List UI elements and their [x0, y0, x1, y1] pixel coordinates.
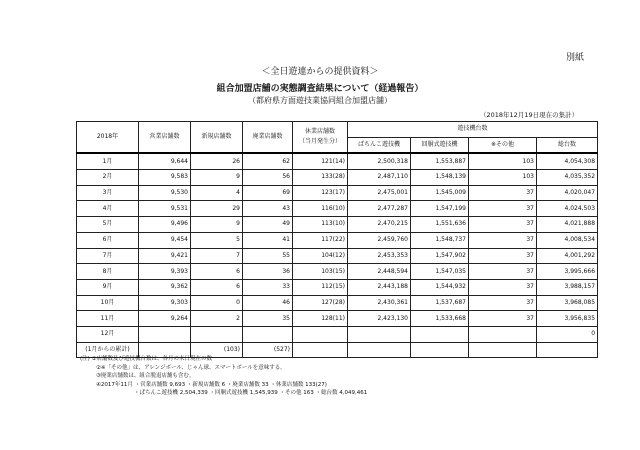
stores-cell: 9,454	[139, 232, 191, 248]
pachinko-cell: 2,430,361	[348, 295, 411, 311]
header-suspended-label: 休業店舗数	[304, 128, 335, 136]
footnote-line: ③廃業店舗数は、組合脱退店舗も含む。	[96, 373, 195, 379]
other-cell: 103	[469, 170, 537, 186]
header-machines-group: 遊技機台数	[348, 122, 598, 138]
suspended-stores-cell: 112(15)	[293, 279, 348, 295]
closed-stores-cell	[243, 326, 293, 342]
total-cell	[537, 342, 598, 358]
suspended-stores-cell: 117(22)	[293, 232, 348, 248]
new-stores-cell: 2	[191, 311, 243, 327]
month-cell: 1月	[77, 153, 139, 169]
suspended-stores-cell: 116(10)	[293, 201, 348, 217]
header-total: 総台数	[537, 137, 598, 153]
slot-cell: 1,548,737	[411, 232, 469, 248]
cumulative-label: (1月からの累計)	[77, 342, 139, 358]
total-cell: 4,054,308	[537, 153, 598, 169]
closed-stores-cell: 41	[243, 232, 293, 248]
total-cell: 0	[537, 326, 598, 342]
pachinko-cell: 2,448,594	[348, 264, 411, 280]
other-cell: 37	[469, 279, 537, 295]
footnote-line: ④2017年11月 ・営業店舗数 9,693 ・新規店舗数 6 ・廃業店舗数 33 ・休業店舗数 133(27)	[96, 381, 327, 388]
month-cell: 2月	[77, 170, 139, 186]
table-row	[77, 248, 598, 264]
header-other: ※その他	[469, 137, 537, 153]
slot-cell: 1,553,887	[411, 153, 469, 169]
month-cell: 6月	[77, 232, 139, 248]
table-row	[77, 279, 598, 295]
footnotes	[80, 355, 367, 398]
suspended-stores-cell: 133(28)	[293, 170, 348, 186]
closed-stores-cell: 46	[243, 295, 293, 311]
new-stores-cell	[191, 326, 243, 342]
slot-cell: 1,547,035	[411, 264, 469, 280]
closed-stores-cell: 43	[243, 201, 293, 217]
table-row	[77, 185, 598, 201]
suspended-stores-cell: 113(10)	[293, 217, 348, 233]
suspended-stores-cell: 104(12)	[293, 248, 348, 264]
stores-cell: 9,421	[139, 248, 191, 264]
table-row	[77, 201, 598, 217]
slot-cell: 1,533,668	[411, 311, 469, 327]
stores-cell: 9,496	[139, 217, 191, 233]
slot-cell	[411, 342, 469, 358]
other-cell: 103	[469, 153, 537, 169]
total-cell: 4,035,352	[537, 170, 598, 186]
closed-stores-cell: 56	[243, 170, 293, 186]
table-row	[77, 264, 598, 280]
header-slot: 回胴式遊技機	[411, 137, 469, 153]
source-heading: ＜全日遊連からの提供資料＞	[261, 67, 379, 77]
month-cell: 9月	[77, 279, 139, 295]
other-cell: 37	[469, 295, 537, 311]
table-row	[77, 170, 598, 186]
other-cell	[469, 342, 537, 358]
other-cell: 37	[469, 264, 537, 280]
suspended-stores-cell: 103(15)	[293, 264, 348, 280]
stores-cell: 9,531	[139, 201, 191, 217]
new-stores-cell: 7	[191, 248, 243, 264]
new-stores-cell: 5	[191, 232, 243, 248]
total-cell: 3,968,085	[537, 295, 598, 311]
other-cell: 37	[469, 201, 537, 217]
footnote-line: (注) ①店舗数及び遊技機台数は、各月の末日現在の数	[80, 356, 212, 362]
total-cell: 3,956,835	[537, 311, 598, 327]
new-stores-cell: 29	[191, 201, 243, 217]
table-row	[77, 217, 598, 233]
month-cell: 8月	[77, 264, 139, 280]
slot-cell: 1,547,199	[411, 201, 469, 217]
closed-stores-cell: 62	[243, 153, 293, 169]
month-cell: 4月	[77, 201, 139, 217]
stores-cell: 9,303	[139, 295, 191, 311]
pachinko-cell: 2,477,287	[348, 201, 411, 217]
other-cell: 37	[469, 217, 537, 233]
pachinko-cell: 2,487,110	[348, 170, 411, 186]
header-year: 2018年	[77, 122, 139, 154]
stores-cell	[139, 326, 191, 342]
stores-cell: 9,530	[139, 185, 191, 201]
closed-stores-cell: 49	[243, 217, 293, 233]
month-cell: 5月	[77, 217, 139, 233]
slot-cell: 1,547,902	[411, 248, 469, 264]
header-pachinko: ぱちんこ遊技機	[348, 137, 411, 153]
suspended-stores-cell: 121(14)	[293, 153, 348, 169]
stores-cell: 9,362	[139, 279, 191, 295]
suspended-stores-cell	[293, 326, 348, 342]
closed-stores-cell: 35	[243, 311, 293, 327]
month-cell: 11月	[77, 311, 139, 327]
new-stores-cell: 9	[191, 170, 243, 186]
pachinko-cell: 2,423,130	[348, 311, 411, 327]
header-suspended-stores	[293, 122, 348, 154]
header-suspended-sub: （当月発生分）	[298, 138, 341, 146]
month-cell: 3月	[77, 185, 139, 201]
other-cell: 37	[469, 232, 537, 248]
table-row	[77, 232, 598, 248]
slot-cell	[411, 326, 469, 342]
slot-cell: 1,544,932	[411, 279, 469, 295]
other-cell	[469, 326, 537, 342]
pachinko-cell: 2,475,001	[348, 185, 411, 201]
closed-stores-cell: 55	[243, 248, 293, 264]
new-stores-cell: 0	[191, 295, 243, 311]
survey-table	[76, 121, 598, 358]
total-cell: 4,008,534	[537, 232, 598, 248]
annex-label: 別紙	[566, 53, 585, 63]
new-stores-cell: 6	[191, 279, 243, 295]
closed-stores-cell: 69	[243, 185, 293, 201]
total-cell: 4,001,292	[537, 248, 598, 264]
cumulative-closed-stores: (527)	[243, 342, 293, 358]
pachinko-cell: 2,459,760	[348, 232, 411, 248]
table-row	[77, 153, 598, 169]
closed-stores-cell: 36	[243, 264, 293, 280]
as-of-date: （2018年12月19日現在の集計）	[480, 111, 579, 119]
month-cell: 12月	[77, 326, 139, 342]
header-closed-stores: 廃業店舗数	[243, 122, 293, 154]
suspended-stores-cell: 127(28)	[293, 295, 348, 311]
total-cell: 4,020,047	[537, 185, 598, 201]
total-cell: 3,988,157	[537, 279, 598, 295]
new-stores-cell: 9	[191, 217, 243, 233]
report-subtitle: （都府県方面遊技業協同組合加盟店舗）	[248, 96, 392, 105]
other-cell: 37	[469, 248, 537, 264]
month-cell: 10月	[77, 295, 139, 311]
pachinko-cell	[348, 326, 411, 342]
stores-cell: 9,264	[139, 311, 191, 327]
slot-cell: 1,548,139	[411, 170, 469, 186]
report-title: 組合加盟店舗の実態調査結果について（経過報告）	[216, 84, 424, 94]
pachinko-cell: 2,470,215	[348, 217, 411, 233]
footnote-line: ・ぱちんこ遊技機 2,504,339 ・回胴式遊技機 1,545,939 ・その他 163 ・総台数 4,049,461	[134, 390, 368, 396]
pachinko-cell: 2,500,318	[348, 153, 411, 169]
other-cell: 37	[469, 185, 537, 201]
header-new-stores: 新規店舗数	[191, 122, 243, 154]
stores-cell: 9,644	[139, 153, 191, 169]
slot-cell: 1,537,687	[411, 295, 469, 311]
month-cell: 7月	[77, 248, 139, 264]
new-stores-cell: 26	[191, 153, 243, 169]
footnote-line: ②※「その他」は、アレンジボール、じゃん球、スマートボールを意味する。	[96, 364, 286, 371]
new-stores-cell: 6	[191, 264, 243, 280]
header-stores: 営業店舗数	[139, 122, 191, 154]
table-row	[77, 311, 598, 327]
other-cell: 37	[469, 311, 537, 327]
suspended-stores-cell: 128(11)	[293, 311, 348, 327]
total-cell: 3,995,666	[537, 264, 598, 280]
total-cell: 4,024,503	[537, 201, 598, 217]
pachinko-cell: 2,443,188	[348, 279, 411, 295]
table-row	[77, 326, 598, 342]
cumulative-new-stores: (103)	[191, 342, 243, 358]
suspended-stores-cell: 123(17)	[293, 185, 348, 201]
closed-stores-cell: 33	[243, 279, 293, 295]
slot-cell: 1,545,009	[411, 185, 469, 201]
slot-cell: 1,551,636	[411, 217, 469, 233]
stores-cell: 9,393	[139, 264, 191, 280]
pachinko-cell: 2,453,353	[348, 248, 411, 264]
total-cell: 4,021,888	[537, 217, 598, 233]
stores-cell: 9,583	[139, 170, 191, 186]
table-row	[77, 295, 598, 311]
new-stores-cell: 4	[191, 185, 243, 201]
